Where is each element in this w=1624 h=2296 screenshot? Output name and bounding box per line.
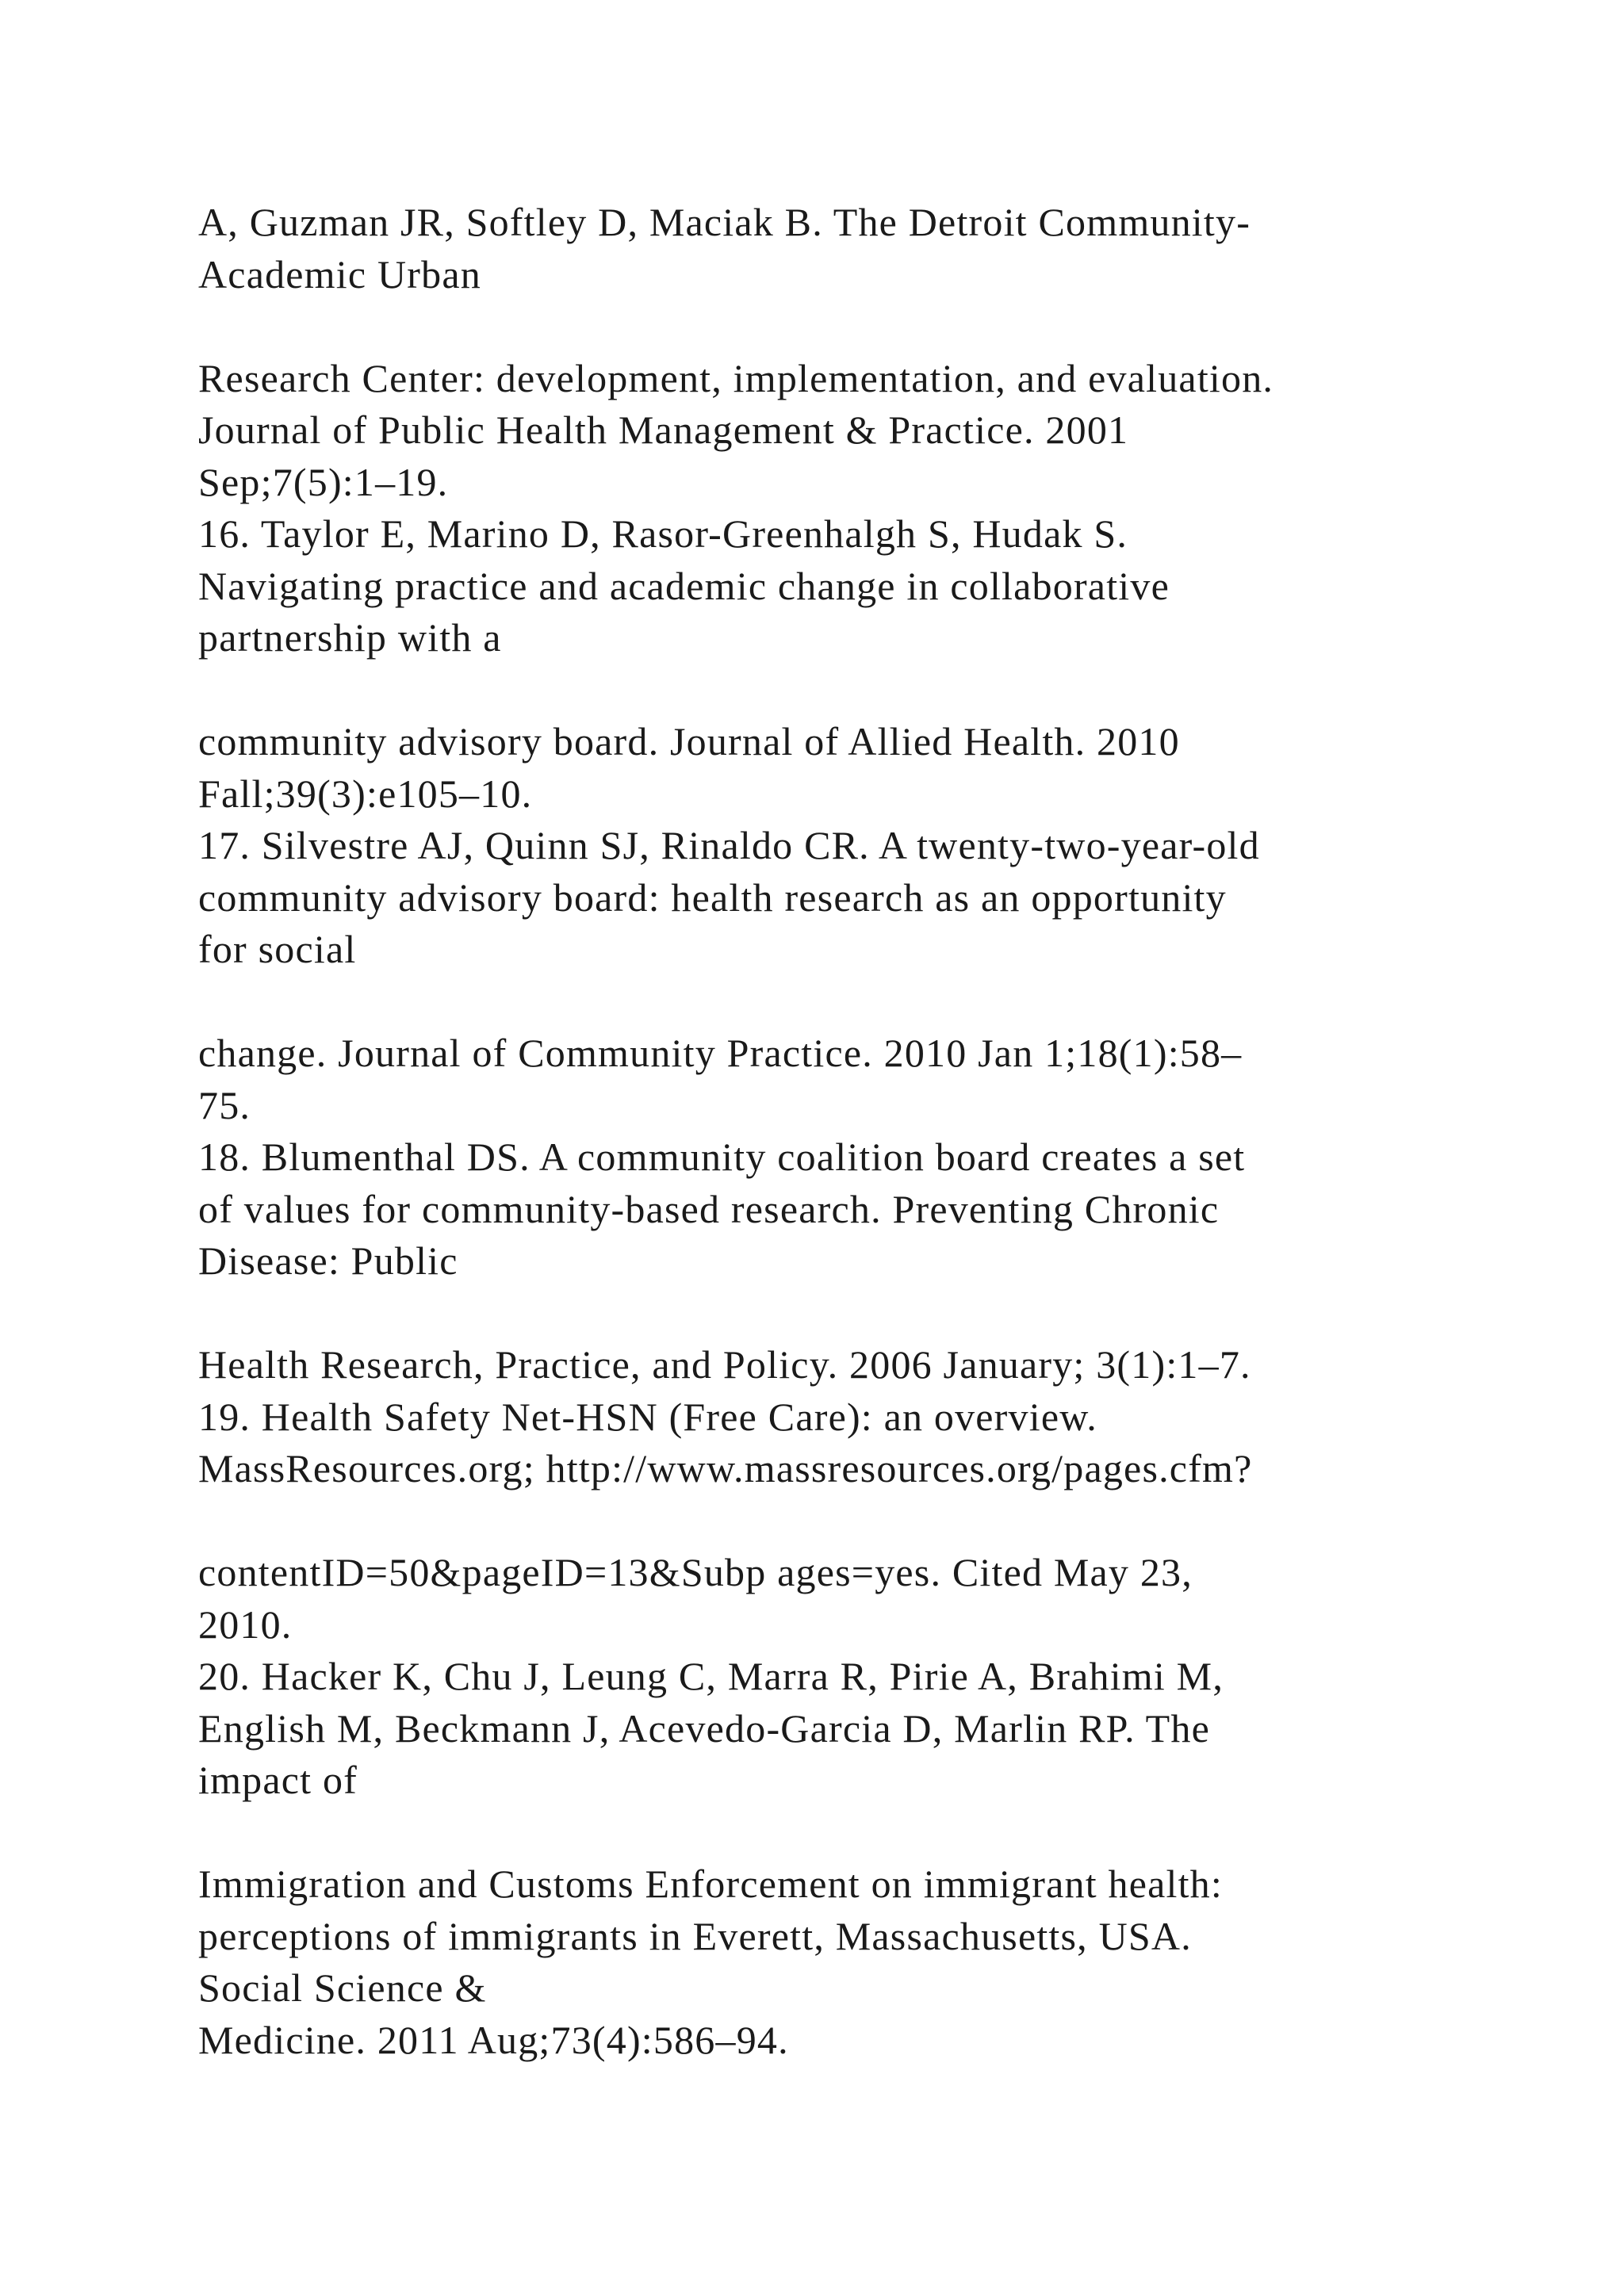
- text-line: English M, Beckmann J, Acevedo-Garcia D, Marlin RP. The: [198, 1705, 1210, 1751]
- text-line: 18. Blumenthal DS. A community coalition board creates a set: [198, 1135, 1246, 1179]
- text-line: Journal of Public Health Management & Practice. 2001: [198, 408, 1129, 452]
- text-line: 16. Taylor E, Marino D, Rasor-Greenhalgh S, Hudak S.: [198, 511, 1128, 556]
- text-line: Medicine. 2011 Aug;73(4):586–94.: [198, 2017, 789, 2062]
- text-line: 19. Health Safety Net-HSN (Free Care): an overview.: [198, 1394, 1097, 1439]
- blank-line: [198, 664, 1499, 717]
- blank-line: [198, 300, 1499, 353]
- text-line: 20. Hacker K, Chu J, Leung C, Marra R, Pirie A, Brahimi M,: [198, 1654, 1224, 1698]
- text-line: MassResources.org; http://www.massresources.org/pages.cfm?: [198, 1446, 1253, 1490]
- blank-line: [198, 1807, 1499, 1859]
- text-line: A, Guzman JR, Softley D, Maciak B. The Detroit Community-: [198, 200, 1251, 244]
- text-line: Health Research, Practice, and Policy. 2006 January; 3(1):1–7.: [198, 1342, 1251, 1387]
- text-line: Fall;39(3):e105–10.: [198, 771, 533, 816]
- text-line: Research Center: development, implementation, and evaluation.: [198, 355, 1274, 400]
- text-line: Immigration and Customs Enforcement on immigrant health:: [198, 1862, 1223, 1906]
- text-line: partnership with a: [198, 615, 502, 660]
- text-line: impact of: [198, 1758, 358, 1802]
- text-line: contentID=50&pageID=13&Subp ages=yes. Cited May 23,: [198, 1550, 1193, 1594]
- text-line: 75.: [198, 1082, 251, 1127]
- blank-line: [198, 1495, 1499, 1548]
- text-line: of values for community-based research. Preventing Chronic: [198, 1186, 1220, 1231]
- text-line: 2010.: [198, 1601, 293, 1647]
- text-line: 17. Silvestre AJ, Quinn SJ, Rinaldo CR. A twenty-two-year-old: [198, 823, 1260, 867]
- text-line: for social: [198, 927, 357, 971]
- text-line: Disease: Public: [198, 1238, 458, 1283]
- blank-line: [198, 976, 1499, 1028]
- text-line: Navigating practice and academic change in collaborative: [198, 563, 1170, 608]
- text-line: change. Journal of Community Practice. 2010 Jan 1;18(1):58–: [198, 1031, 1243, 1075]
- blank-line: [198, 1288, 1499, 1340]
- reference-list: [198, 197, 1499, 2066]
- text-line: Academic Urban: [198, 251, 481, 297]
- text-line: community advisory board: health research as an opportunity: [198, 874, 1227, 920]
- text-line: Sep;7(5):1–19.: [198, 459, 449, 504]
- text-line: perceptions of immigrants in Everett, Massachusetts, USA.: [198, 1913, 1192, 1958]
- text-line: community advisory board. Journal of Allied Health. 2010: [198, 719, 1180, 763]
- text-line: Social Science &: [198, 1965, 487, 2010]
